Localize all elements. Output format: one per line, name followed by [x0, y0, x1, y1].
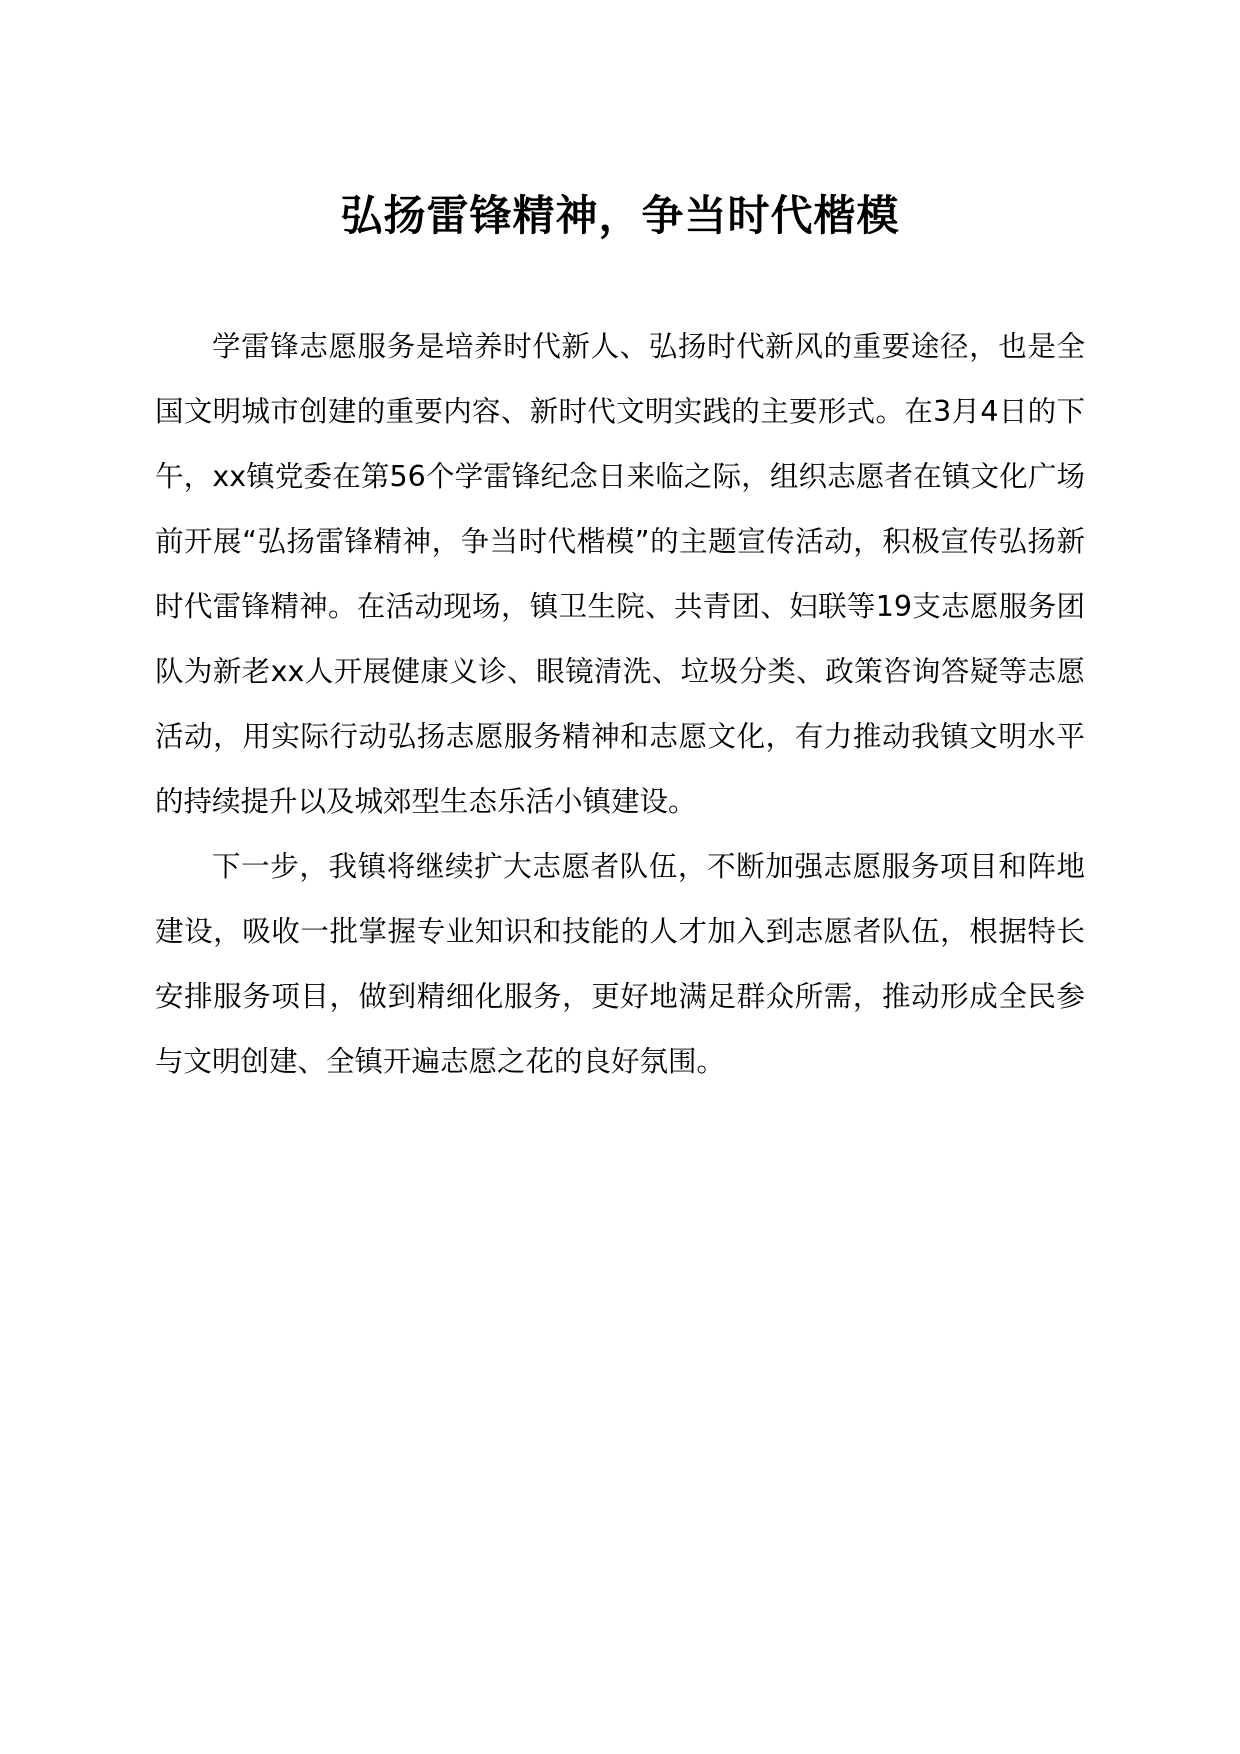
document-body: [155, 314, 1085, 1094]
document-title: 弘扬雷锋精神，争当时代楷模: [340, 191, 900, 240]
paragraph-2: 下一步，我镇将继续扩大志愿者队伍，不断加强志愿服务项目和阵地建设，吸收一批掌握专业知识和技能的人才加入到志愿者队伍，根据特长安排服务项目，做到精细化服务，更好地满足群众所需，推动形成全民参与文明创建、全镇开遍志愿之花的良好氛围。: [155, 850, 1085, 1078]
paragraph-1: 学雷锋志愿服务是培养时代新人、弘扬时代新风的重要途径，也是全国文明城市创建的重要内容、新时代文明实践的主要形式。在3月4日的下午，xx镇党委在第56个学雷锋纪念日来临之际，组织志愿者在镇文化广场前开展“弘扬雷锋精神，争当时代楷模”的主题宣传活动，积极宣传弘扬新时代雷锋精神。在活动现场，镇卫生院、共青团、妇联等19支志愿服务团队为新老xx人开展健康义诊、眼镜清洗、垃圾分类、政策咨询答疑等志愿活动，用实际行动弘扬志愿服务精神和志愿文化，有力推动我镇文明水平的持续提升以及城郊型生态乐活小镇建设。: [155, 330, 1085, 818]
